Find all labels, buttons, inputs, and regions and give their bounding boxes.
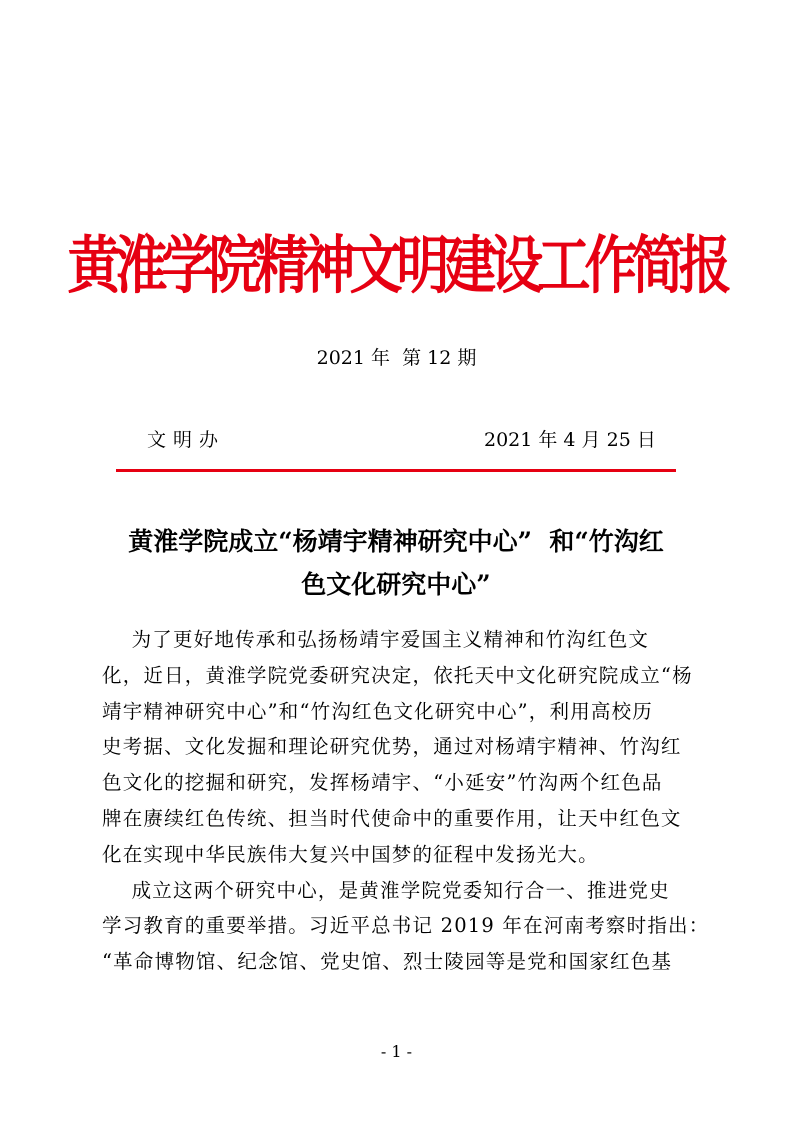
red-divider-rule: [116, 469, 676, 472]
body-line: 化在实现中华民族伟大复兴中国梦的征程中发扬光大。: [102, 842, 599, 866]
body-line: 牌在赓续红色传统、担当时代使命中的重要作用，让天中红色文: [102, 806, 682, 830]
body-line: 靖宇精神研究中心”和“竹沟红色文化研究中心”，利用高校历: [102, 699, 654, 723]
issuing-office: 文明办: [147, 429, 226, 451]
page-number: - 1 -: [380, 1042, 413, 1061]
body-line: 色文化的挖掘和研究，发挥杨靖宇、“小延安”竹沟两个红色品: [102, 771, 663, 795]
body-line: 学习教育的重要举措。习近平总书记 2019 年在河南考察时指出：: [102, 914, 710, 938]
body-line: 史考据、文化发掘和理论研究优势，通过对杨靖宇精神、竹沟红: [102, 735, 682, 759]
issue-number: 2021 年 第 12 期: [316, 347, 477, 369]
body-line: 成立这两个研究中心，是黄淮学院党委知行合一、推进党史: [102, 878, 670, 902]
bulletin-masthead-title: 黄淮学院精神文明建设工作简报: [67, 229, 726, 303]
body-line: 化，近日，黄淮学院党委研究决定，依托天中文化研究院成立“杨: [102, 663, 693, 687]
article-body: [102, 622, 710, 980]
body-line: 为了更好地传承和弘扬杨靖宇爱国主义精神和竹沟红色文: [102, 628, 650, 651]
article-headline: 黄淮学院成立“杨靖宇精神研究中心” 和“竹沟红 色文化研究中心”: [128, 527, 664, 599]
body-line: “革命博物馆、纪念馆、党史馆、烈士陵园等是党和国家红色基: [102, 950, 673, 974]
issue-date: 2021 年 4 月 25 日: [484, 429, 656, 451]
